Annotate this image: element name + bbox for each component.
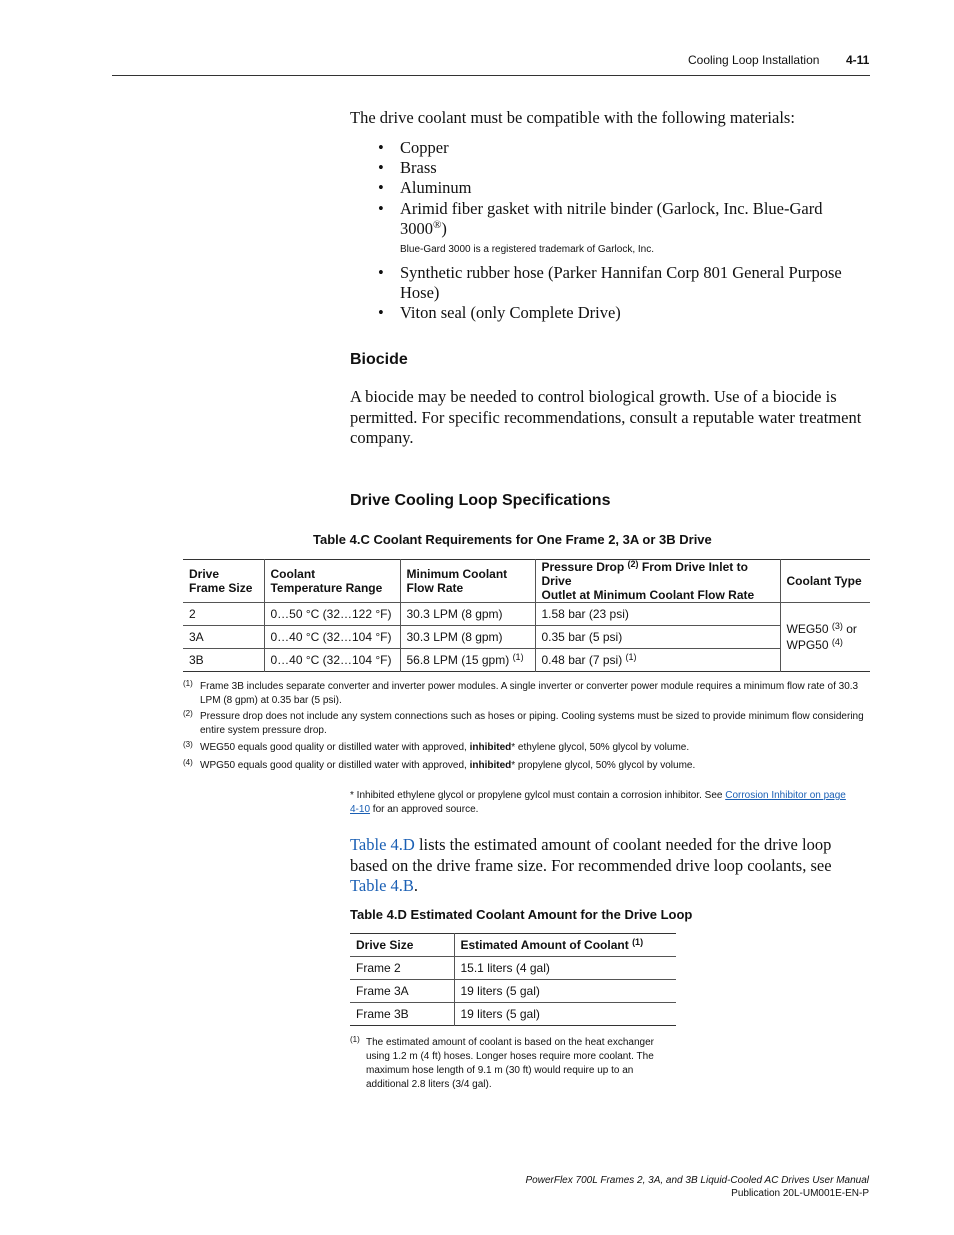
cell-temp: 0…40 °C (32…104 °F) bbox=[264, 649, 400, 672]
table-4d-footnote: (1) The estimated amount of coolant is based on the heat exchanger using 1.2 m (4 ft) hoses. Longer hoses require more coolant. The maximum hose length of 9.1 m (30 ft) would require up to an additional 2.8 liters (3/4 gal). bbox=[350, 1035, 654, 1090]
corrosion-inhibitor-link[interactable]: Corrosion Inhibitor on page 4-10 bbox=[350, 790, 846, 815]
cell-frame: 3A bbox=[189, 630, 204, 644]
table-row bbox=[350, 1003, 676, 1026]
trademark-note: Blue-Gard 3000 is a registered trademark of Garlock, Inc. bbox=[400, 244, 655, 255]
footnote-2: (2) Pressure drop does not include any system connections such as hoses or piping. Cooling systems must be sized to provide minimum flow considering entire system pressure drop. bbox=[183, 709, 864, 736]
cell-amount: 15.1 liters (4 gal) bbox=[454, 957, 676, 980]
col-header-coolant-type: Coolant Type bbox=[780, 560, 870, 603]
table-header-row bbox=[350, 934, 676, 957]
page-number: 4-11 bbox=[846, 53, 870, 67]
table-row bbox=[183, 603, 870, 626]
table-header-row bbox=[183, 560, 870, 603]
cell-temp: 0…50 °C (32…122 °F) bbox=[264, 603, 400, 626]
col-header-drive-size: Drive Size bbox=[356, 938, 414, 952]
registered-mark: ® bbox=[433, 219, 442, 231]
cell-drive-size: Frame 3A bbox=[356, 984, 409, 998]
header-rule bbox=[112, 75, 870, 76]
cell-drive-size: Frame 3B bbox=[356, 1007, 409, 1021]
cell-flow: 30.3 LPM (8 gpm) bbox=[400, 603, 535, 626]
cell-frame: 2 bbox=[189, 607, 196, 621]
table-4d-link[interactable]: Table 4.D bbox=[350, 835, 415, 854]
cell-pressure-drop: 0.35 bar (5 psi) bbox=[535, 626, 780, 649]
table-4c-caption: Table 4.C Coolant Requirements for One Frame 2, 3A or 3B Drive bbox=[313, 532, 712, 547]
cell-amount: 19 liters (5 gal) bbox=[454, 1003, 676, 1026]
section-heading-specs: Drive Cooling Loop Specifications bbox=[350, 492, 611, 509]
bullet-icon: • bbox=[378, 158, 384, 177]
section-heading-biocide: Biocide bbox=[350, 351, 408, 368]
cell-pressure-drop: 1.58 bar (23 psi) bbox=[535, 603, 780, 626]
footnote-4: (4) WPG50 equals good quality or distilled water with approved, inhibited* propylene glycol, 50% glycol by volume. bbox=[183, 758, 696, 771]
materials-list bbox=[378, 138, 870, 323]
cell-frame: 3B bbox=[189, 653, 204, 667]
table-row bbox=[350, 957, 676, 980]
cell-drive-size: Frame 2 bbox=[356, 961, 401, 975]
list-item: • Viton seal (only Complete Drive) bbox=[378, 303, 621, 322]
bullet-icon: • bbox=[378, 303, 384, 322]
table-4b-link[interactable]: Table 4.B bbox=[350, 876, 414, 895]
footer-publication: Publication 20L-UM001E-EN-P bbox=[731, 1188, 869, 1199]
running-header-title: Cooling Loop Installation bbox=[688, 53, 820, 67]
materials-intro: The drive coolant must be compatible with the following materials: bbox=[350, 108, 795, 127]
footer-manual-title: PowerFlex 700L Frames 2, 3A, and 3B Liquid-Cooled AC Drives User Manual bbox=[525, 1175, 869, 1186]
bullet-icon: • bbox=[378, 263, 384, 282]
col-header-amount: Estimated Amount of Coolant $^{(1)}$ bbox=[454, 934, 676, 957]
cell-flow: 30.3 LPM (8 gpm) bbox=[400, 626, 535, 649]
table-row bbox=[350, 980, 676, 1003]
coolant-amount-table bbox=[350, 933, 676, 1026]
bullet-icon: • bbox=[378, 178, 384, 197]
table-row bbox=[183, 649, 870, 672]
list-item: • Synthetic rubber hose (Parker Hannifan Corp 801 General Purpose Hose) bbox=[378, 263, 842, 302]
estimate-paragraph: Table 4.D lists the estimated amount of coolant needed for the drive loop based on the drive frame size. For recommended drive loop coolants, see Table 4.B. bbox=[350, 835, 832, 895]
list-item: • Aluminum bbox=[378, 178, 472, 197]
list-item: • Copper bbox=[378, 138, 449, 157]
asterisk-note: * Inhibited ethylene glycol or propylene gylcol must contain a corrosion inhibitor. See Corrosion Inhibitor on page 4-10 for an approved source. bbox=[350, 790, 846, 815]
cell-pressure-drop: 0.48 bar (7 psi) $^{(1)}$ bbox=[535, 649, 780, 672]
biocide-paragraph: A biocide may be needed to control biological growth. Use of a biocide is permitted. For specific recommendations, consult a reputable water treatment company. bbox=[350, 387, 862, 447]
col-header-pressure-drop: Pressure Drop $^{(2)}$ From Drive Inlet to Drive Outlet at Minimum Coolant Flow Rate bbox=[535, 560, 780, 603]
cell-flow: 56.8 LPM (15 gpm) $^{(1)}$ bbox=[400, 649, 535, 672]
cell-amount: 19 liters (5 gal) bbox=[454, 980, 676, 1003]
cell-temp: 0…40 °C (32…104 °F) bbox=[264, 626, 400, 649]
coolant-requirements-table bbox=[183, 559, 870, 672]
footnote-1: (1) Frame 3B includes separate converter and inverter power modules. A single inverter or converter power module requires a minimum flow rate of 30.3 LPM (8 gpm) at 0.35 bar (5 psi). bbox=[183, 679, 859, 706]
table-4d-caption: Table 4.D Estimated Coolant Amount for the Drive Loop bbox=[350, 907, 693, 922]
list-item: • Arimid fiber gasket with nitrile binder (Garlock, Inc. Blue-Gard 3000®) bbox=[378, 199, 823, 238]
bullet-icon: • bbox=[378, 138, 384, 157]
bullet-icon: • bbox=[378, 199, 384, 218]
table-row bbox=[183, 626, 870, 649]
cell-coolant-type: WEG50 $^{(3)}$ or WPG50 $^{(4)}$ bbox=[780, 603, 870, 672]
footnote-3: (3) WEG50 equals good quality or distilled water with approved, inhibited* ethylene glycol, 50% glycol by volume. bbox=[183, 740, 690, 753]
list-item: • Brass bbox=[378, 158, 437, 177]
col-header-frame: Drive Frame Size bbox=[189, 567, 253, 595]
col-header-flow: Minimum Coolant Flow Rate bbox=[400, 560, 535, 603]
page-footer bbox=[526, 1174, 870, 1200]
col-header-temp: Coolant Temperature Range bbox=[264, 560, 400, 603]
